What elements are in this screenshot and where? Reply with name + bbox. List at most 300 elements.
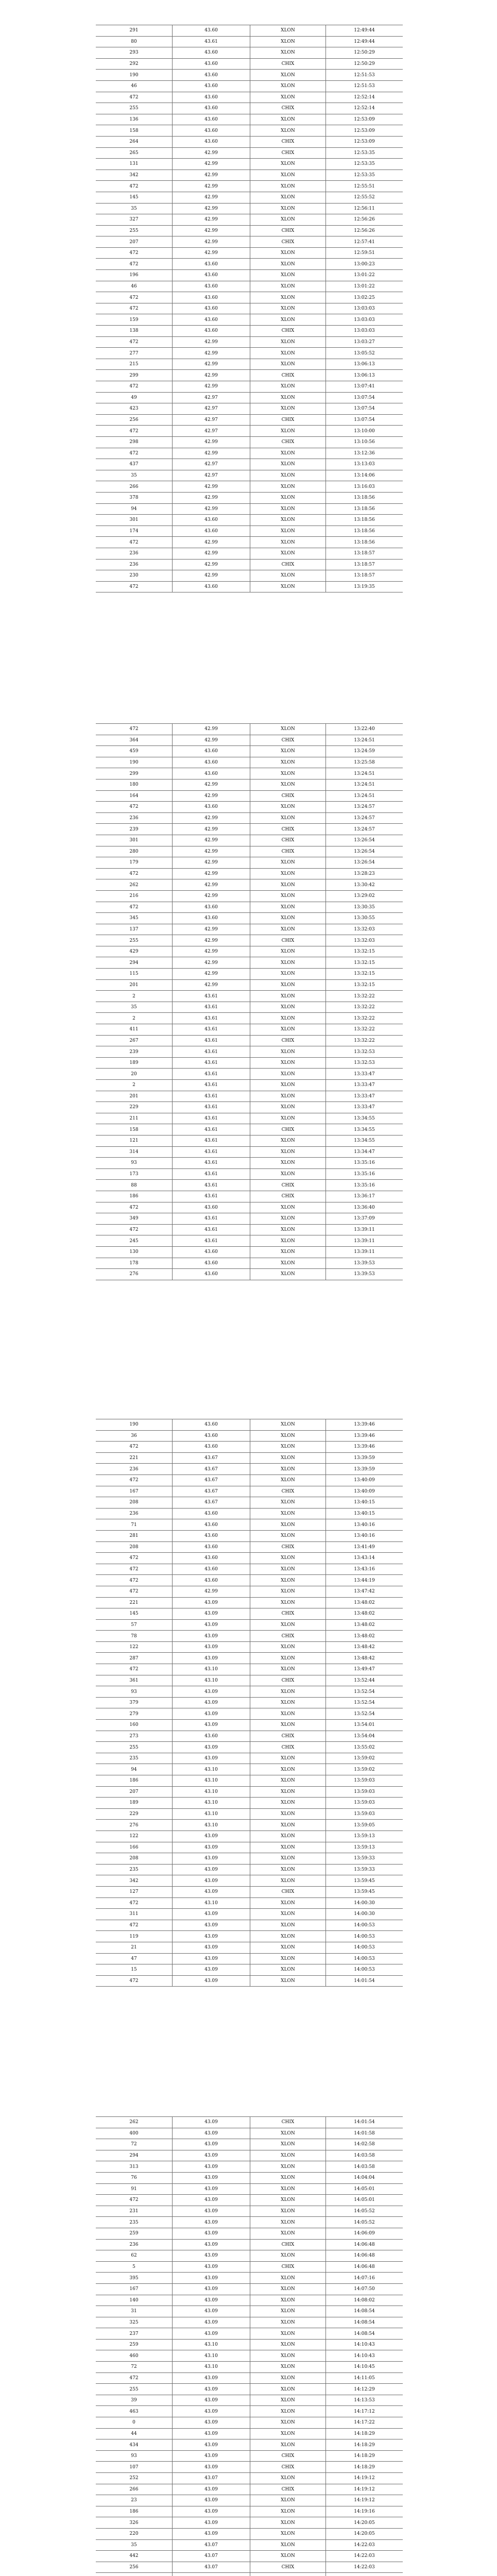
volume-cell: 349 — [96, 1213, 173, 1225]
venue-cell: XLON — [250, 2406, 326, 2417]
venue-cell: XLON — [250, 270, 326, 281]
time-cell: 13:18:56 — [326, 503, 403, 515]
price-cell: 43.60 — [173, 1508, 250, 1519]
venue-cell: XLON — [250, 1046, 326, 1058]
table-row — [96, 1530, 403, 1541]
price-cell: 42.99 — [173, 370, 250, 381]
price-cell: 42.99 — [173, 924, 250, 935]
table-row — [96, 159, 403, 170]
time-cell: 14:19:12 — [326, 2473, 403, 2484]
venue-cell: CHIX — [250, 1608, 326, 1620]
time-cell: 13:59:13 — [326, 1842, 403, 1853]
price-cell: 43.61 — [173, 1057, 250, 1069]
venue-cell: XLON — [250, 2217, 326, 2228]
table-row — [96, 2395, 403, 2406]
volume-cell: 262 — [96, 879, 173, 891]
venue-cell: XLON — [250, 2195, 326, 2206]
time-cell: 13:12:36 — [326, 448, 403, 459]
volume-cell: 138 — [96, 326, 173, 337]
volume-cell: 80 — [96, 36, 173, 47]
volume-cell: 231 — [96, 2206, 173, 2217]
venue-cell: XLON — [250, 1069, 326, 1080]
volume-cell: 186 — [96, 2506, 173, 2517]
venue-cell: CHIX — [250, 436, 326, 448]
table-row — [96, 181, 403, 192]
table-row — [96, 2183, 403, 2195]
table-row — [96, 2573, 403, 2576]
time-cell: 13:24:57 — [326, 824, 403, 835]
volume-cell: 276 — [96, 1820, 173, 1831]
volume-cell: 342 — [96, 1875, 173, 1887]
price-cell: 42.99 — [173, 957, 250, 969]
table-row — [96, 2406, 403, 2417]
venue-cell: XLON — [250, 1920, 326, 1931]
table-row — [96, 2450, 403, 2462]
volume-cell: 94 — [96, 503, 173, 515]
venue-cell: CHIX — [250, 846, 326, 857]
time-cell: 13:52:54 — [326, 1697, 403, 1708]
table-row — [96, 1046, 403, 1058]
price-cell: 43.09 — [173, 2395, 250, 2406]
price-cell: 43.10 — [173, 1820, 250, 1831]
table-row — [96, 1597, 403, 1608]
venue-cell: XLON — [250, 1964, 326, 1976]
venue-cell: XLON — [250, 1464, 326, 1475]
time-cell: 14:19:12 — [326, 2484, 403, 2495]
venue-cell: XLON — [250, 314, 326, 326]
price-cell: 42.99 — [173, 359, 250, 370]
price-cell: 42.99 — [173, 890, 250, 902]
venue-cell: XLON — [250, 1597, 326, 1608]
venue-cell: XLON — [250, 259, 326, 270]
price-cell: 43.09 — [173, 1653, 250, 1664]
volume-cell: 93 — [96, 2450, 173, 2462]
table-row — [96, 1853, 403, 1865]
volume-cell: 434 — [96, 2439, 173, 2451]
venue-cell: XLON — [250, 2306, 326, 2317]
volume-cell: 472 — [96, 1553, 173, 1564]
volume-cell: 190 — [96, 757, 173, 768]
time-cell: 14:19:12 — [326, 2495, 403, 2506]
venue-cell: XLON — [250, 1864, 326, 1875]
time-cell: 13:05:52 — [326, 348, 403, 359]
venue-cell: XLON — [250, 1091, 326, 1102]
time-cell: 13:24:51 — [326, 735, 403, 746]
venue-cell: XLON — [250, 768, 326, 779]
price-cell: 43.60 — [173, 757, 250, 768]
price-cell: 43.09 — [173, 1875, 250, 1887]
table-row — [96, 1497, 403, 1509]
venue-cell: XLON — [250, 957, 326, 969]
time-cell: 12:55:52 — [326, 192, 403, 203]
table-row — [96, 247, 403, 259]
table-row — [96, 2117, 403, 2128]
volume-cell: 216 — [96, 890, 173, 902]
price-cell: 43.09 — [173, 1942, 250, 1953]
price-cell: 43.09 — [173, 2517, 250, 2529]
price-cell: 43.60 — [173, 326, 250, 337]
price-cell: 43.09 — [173, 2306, 250, 2317]
time-cell: 12:50:29 — [326, 58, 403, 70]
time-cell: 13:18:56 — [326, 526, 403, 537]
price-cell: 43.09 — [173, 2150, 250, 2161]
volume-cell: 164 — [96, 790, 173, 802]
table-row — [96, 370, 403, 381]
time-cell: 14:03:58 — [326, 2161, 403, 2173]
price-cell: 43.09 — [173, 1742, 250, 1753]
table-row — [96, 879, 403, 891]
price-cell: 43.61 — [173, 1224, 250, 1235]
price-cell: 43.09 — [173, 2528, 250, 2539]
price-cell: 43.09 — [173, 2139, 250, 2150]
table-row — [96, 1842, 403, 1853]
time-cell: 13:32:15 — [326, 957, 403, 969]
table-row — [96, 1864, 403, 1875]
table-row — [96, 1808, 403, 1820]
venue-cell: XLON — [250, 403, 326, 415]
time-cell: 13:26:54 — [326, 846, 403, 857]
price-cell: 43.67 — [173, 1486, 250, 1497]
price-cell: 43.60 — [173, 1575, 250, 1586]
venue-cell: XLON — [250, 1024, 326, 1036]
time-cell: 13:35:16 — [326, 1180, 403, 1191]
time-cell: 14:08:54 — [326, 2317, 403, 2328]
time-cell: 13:03:03 — [326, 326, 403, 337]
table-row — [96, 570, 403, 582]
time-cell: 14:00:53 — [326, 1931, 403, 1942]
volume-cell: 49 — [96, 392, 173, 403]
table-row — [96, 292, 403, 303]
price-cell: 43.09 — [173, 1720, 250, 1731]
table-row — [96, 735, 403, 746]
table-row — [96, 991, 403, 1002]
table-row — [96, 192, 403, 203]
price-cell: 43.07 — [173, 2551, 250, 2562]
price-cell: 42.99 — [173, 503, 250, 515]
time-cell: 13:01:22 — [326, 281, 403, 292]
volume-cell: 239 — [96, 824, 173, 835]
table-row — [96, 336, 403, 348]
page-3 — [96, 1419, 401, 1987]
price-cell: 43.09 — [173, 2328, 250, 2340]
price-cell: 43.60 — [173, 259, 250, 270]
time-cell: 13:18:56 — [326, 537, 403, 548]
time-cell: 13:32:22 — [326, 991, 403, 1002]
venue-cell: CHIX — [250, 1486, 326, 1497]
price-cell: 43.09 — [173, 2417, 250, 2429]
volume-cell: 190 — [96, 1419, 173, 1431]
price-cell: 43.09 — [173, 1842, 250, 1853]
price-cell: 43.09 — [173, 2384, 250, 2395]
venue-cell: XLON — [250, 1853, 326, 1865]
venue-cell: XLON — [250, 1002, 326, 1013]
venue-cell: XLON — [250, 2172, 326, 2183]
table-row — [96, 1269, 403, 1280]
time-cell: 13:32:03 — [326, 935, 403, 946]
price-cell: 43.61 — [173, 1080, 250, 1091]
time-cell: 13:02:25 — [326, 292, 403, 303]
time-cell: 13:13:03 — [326, 459, 403, 470]
volume-cell: 145 — [96, 192, 173, 203]
table-row — [96, 1213, 403, 1225]
venue-cell: XLON — [250, 114, 326, 125]
price-cell: 42.99 — [173, 436, 250, 448]
table-row — [96, 2239, 403, 2250]
venue-cell: XLON — [250, 1708, 326, 1720]
table-row — [96, 259, 403, 270]
time-cell: 13:48:02 — [326, 1619, 403, 1631]
table-row — [96, 359, 403, 370]
price-cell: 43.09 — [173, 1975, 250, 1987]
venue-cell: CHIX — [250, 559, 326, 570]
volume-cell: 472 — [96, 1202, 173, 1213]
time-cell: 13:07:41 — [326, 381, 403, 393]
table-row — [96, 426, 403, 437]
table-row — [96, 537, 403, 548]
table-row — [96, 2495, 403, 2506]
price-cell: 43.60 — [173, 314, 250, 326]
table-row — [96, 1464, 403, 1475]
venue-cell: XLON — [250, 2228, 326, 2239]
time-cell: 14:06:48 — [326, 2250, 403, 2262]
venue-cell: XLON — [250, 1975, 326, 1987]
table-row — [96, 281, 403, 292]
table-row — [96, 957, 403, 969]
time-cell: 14:01:54 — [326, 2117, 403, 2128]
table-row — [96, 846, 403, 857]
table-row — [96, 470, 403, 481]
time-cell: 13:40:15 — [326, 1508, 403, 1519]
venue-cell: XLON — [250, 36, 326, 47]
volume-cell: 2 — [96, 991, 173, 1002]
venue-cell: XLON — [250, 1753, 326, 1764]
table-row — [96, 1430, 403, 1442]
price-cell: 43.61 — [173, 1235, 250, 1247]
time-cell: 13:32:15 — [326, 969, 403, 980]
table-row — [96, 481, 403, 493]
time-cell: 13:44:19 — [326, 1575, 403, 1586]
venue-cell: XLON — [250, 1080, 326, 1091]
volume-cell: 266 — [96, 2484, 173, 2495]
venue-cell: CHIX — [250, 835, 326, 846]
volume-cell: 294 — [96, 957, 173, 969]
volume-cell: 158 — [96, 1124, 173, 1136]
time-cell: 14:10:45 — [326, 2362, 403, 2373]
price-cell: 43.61 — [173, 1180, 250, 1191]
venue-cell: XLON — [250, 392, 326, 403]
table-row — [96, 2317, 403, 2328]
venue-cell: CHIX — [250, 790, 326, 802]
price-cell: 43.60 — [173, 92, 250, 103]
volume-cell: 207 — [96, 1786, 173, 1798]
time-cell: 13:19:35 — [326, 581, 403, 592]
table-row — [96, 1942, 403, 1953]
time-cell: 13:18:57 — [326, 559, 403, 570]
price-cell: 43.61 — [173, 1013, 250, 1024]
price-cell: 43.09 — [173, 2495, 250, 2506]
table-row — [96, 2217, 403, 2228]
venue-cell: XLON — [250, 991, 326, 1002]
time-cell: 13:40:09 — [326, 1486, 403, 1497]
time-cell: 14:05:52 — [326, 2217, 403, 2228]
volume-cell: 262 — [96, 2117, 173, 2128]
time-cell: 13:39:11 — [326, 1235, 403, 1247]
price-cell: 42.99 — [173, 868, 250, 879]
table-row — [96, 2273, 403, 2284]
volume-cell: 472 — [96, 448, 173, 459]
time-cell: 13:32:15 — [326, 979, 403, 991]
table-row — [96, 1931, 403, 1942]
venue-cell: XLON — [250, 2183, 326, 2195]
volume-cell: 472 — [96, 1575, 173, 1586]
table-row — [96, 1831, 403, 1842]
price-cell: 43.60 — [173, 913, 250, 924]
table-row — [96, 969, 403, 980]
venue-cell: XLON — [250, 359, 326, 370]
volume-cell: 201 — [96, 1091, 173, 1102]
volume-cell: 463 — [96, 2406, 173, 2417]
venue-cell: XLON — [250, 1641, 326, 1653]
table-row — [96, 779, 403, 790]
venue-cell: CHIX — [250, 147, 326, 159]
table-row — [96, 1013, 403, 1024]
venue-cell: XLON — [250, 181, 326, 192]
time-cell: 13:59:03 — [326, 1798, 403, 1809]
venue-cell: XLON — [250, 92, 326, 103]
price-cell: 43.61 — [173, 1213, 250, 1225]
price-cell: 42.99 — [173, 225, 250, 236]
venue-cell: XLON — [250, 336, 326, 348]
volume-cell: 345 — [96, 913, 173, 924]
volume-cell: 395 — [96, 2273, 173, 2284]
volume-cell: 35 — [96, 2539, 173, 2551]
time-cell: 13:24:59 — [326, 746, 403, 757]
price-cell: 43.60 — [173, 270, 250, 281]
time-cell: 14:00:30 — [326, 1897, 403, 1909]
volume-cell: 78 — [96, 1631, 173, 1642]
price-cell: 43.09 — [173, 1909, 250, 1920]
price-cell: 43.60 — [173, 1202, 250, 1213]
table-row — [96, 1035, 403, 1046]
price-cell: 43.09 — [173, 2406, 250, 2417]
price-cell: 43.09 — [173, 2283, 250, 2295]
venue-cell: XLON — [250, 1686, 326, 1698]
venue-cell: XLON — [250, 2339, 326, 2350]
venue-cell: CHIX — [250, 2450, 326, 2462]
table-row — [96, 36, 403, 47]
venue-cell: XLON — [250, 1146, 326, 1158]
table-row — [96, 125, 403, 137]
time-cell: 12:53:35 — [326, 170, 403, 181]
table-row — [96, 1508, 403, 1519]
table-row — [96, 1708, 403, 1720]
volume-cell: 2 — [96, 1080, 173, 1091]
table-row — [96, 459, 403, 470]
venue-cell: XLON — [250, 1508, 326, 1519]
venue-cell: XLON — [250, 1519, 326, 1531]
venue-cell: CHIX — [250, 2239, 326, 2250]
venue-cell: XLON — [250, 1235, 326, 1247]
volume-cell: 291 — [96, 25, 173, 37]
price-cell: 42.97 — [173, 403, 250, 415]
table-row — [96, 1764, 403, 1775]
time-cell: 13:03:03 — [326, 303, 403, 314]
venue-cell: CHIX — [250, 1035, 326, 1046]
venue-cell: CHIX — [250, 414, 326, 426]
volume-cell: 208 — [96, 1853, 173, 1865]
price-cell: 43.60 — [173, 25, 250, 37]
venue-cell: XLON — [250, 1931, 326, 1942]
volume-cell: 325 — [96, 2317, 173, 2328]
volume-cell: 136 — [96, 114, 173, 125]
venue-cell: CHIX — [250, 1631, 326, 1642]
venue-cell: XLON — [250, 1953, 326, 1964]
time-cell: 13:10:00 — [326, 426, 403, 437]
venue-cell: XLON — [250, 1664, 326, 1675]
time-cell: 13:28:23 — [326, 868, 403, 879]
time-cell: 14:04:04 — [326, 2172, 403, 2183]
price-cell: 43.61 — [173, 36, 250, 47]
venue-cell: XLON — [250, 924, 326, 935]
volume-cell: 215 — [96, 359, 173, 370]
venue-cell: XLON — [250, 2539, 326, 2551]
venue-cell: XLON — [250, 1135, 326, 1146]
table-row — [96, 25, 403, 37]
price-cell: 43.09 — [173, 2317, 250, 2328]
time-cell: 13:37:09 — [326, 1213, 403, 1225]
time-cell: 13:07:54 — [326, 403, 403, 415]
venue-cell: CHIX — [250, 1742, 326, 1753]
volume-cell: 472 — [96, 247, 173, 259]
price-cell: 43.10 — [173, 2339, 250, 2350]
time-cell: 13:30:55 — [326, 913, 403, 924]
volume-cell: 472 — [96, 724, 173, 735]
time-cell: 14:05:52 — [326, 2206, 403, 2217]
table-row — [96, 1753, 403, 1764]
price-cell: 43.09 — [173, 1619, 250, 1631]
time-cell: 14:17:12 — [326, 2406, 403, 2417]
price-cell: 42.99 — [173, 969, 250, 980]
volume-cell: 472 — [96, 426, 173, 437]
price-cell: 43.09 — [173, 2261, 250, 2273]
table-row — [96, 270, 403, 281]
venue-cell: XLON — [250, 1224, 326, 1235]
price-cell: 43.09 — [173, 1964, 250, 1976]
venue-cell: XLON — [250, 1158, 326, 1169]
venue-cell: XLON — [250, 570, 326, 582]
price-cell: 43.60 — [173, 1564, 250, 1575]
venue-cell: XLON — [250, 125, 326, 137]
volume-cell: 423 — [96, 403, 173, 415]
price-cell: 43.10 — [173, 1786, 250, 1798]
volume-cell: 236 — [96, 548, 173, 559]
volume-cell: 57 — [96, 1619, 173, 1631]
volume-cell: 255 — [96, 935, 173, 946]
venue-cell: XLON — [250, 1269, 326, 1280]
price-cell: 42.99 — [173, 857, 250, 869]
venue-cell: XLON — [250, 303, 326, 314]
table-row — [96, 802, 403, 813]
venue-cell: XLON — [250, 2473, 326, 2484]
venue-cell: XLON — [250, 492, 326, 503]
price-cell: 43.09 — [173, 2195, 250, 2206]
table-row — [96, 1641, 403, 1653]
table-row — [96, 1742, 403, 1753]
price-cell: 43.09 — [173, 1631, 250, 1642]
venue-cell: XLON — [250, 2350, 326, 2362]
table-row — [96, 492, 403, 503]
time-cell: 12:52:14 — [326, 103, 403, 114]
